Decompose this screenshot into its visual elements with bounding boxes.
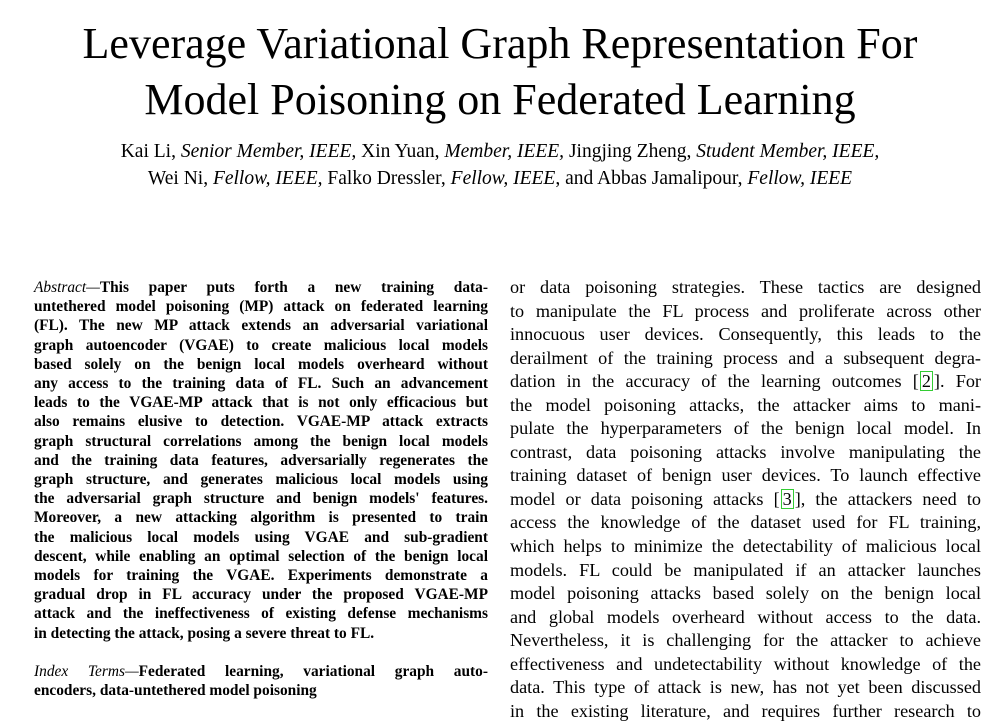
abstract-line: the adversarial graph structure and benign models' features. [34,490,488,508]
body-line: model poisoning attacks based solely on the benign local [510,583,981,604]
body-line: pulate the hyperparameters of the benign local model. In [510,418,981,439]
abstract-line: gradual drop in FL accuracy under the proposed VGAE-MP [34,586,488,604]
index-terms [34,662,488,700]
author-affiliation: Student Member, IEEE, [696,141,880,162]
abstract-column [34,278,488,700]
body-line: effectiveness and undetectability without knowledge of the [510,653,981,674]
abstract-label: Abstract— [34,279,100,296]
citation-link[interactable]: 3 [782,488,792,509]
index-terms-line: encoders, data-untethered model poisoning [34,682,317,700]
author-name: Kai Li, [120,141,176,162]
body-line: Nevertheless, it is challenging for the attacker to achieve [510,630,981,651]
body-line: innocuous user devices. Consequently, this leads to the [510,324,981,345]
abstract [34,278,488,643]
abstract-line: attack and the ineffectiveness of existing defense mechanisms [34,605,488,623]
body-line: derailment of the training process and a subsequent degra- [510,347,981,368]
author-affiliation: Member, IEEE, [444,141,565,162]
author-name: Jingjing Zheng, [568,141,692,162]
abstract-line: graph structural correlations among the benign local models [34,432,488,450]
abstract-line: Abstract—This paper puts forth a new training data- [34,279,488,296]
title-line-2: Model Poisoning on Federated Learning [144,75,856,124]
citation-link[interactable]: 2 [921,371,931,392]
author-list [0,138,1000,192]
paper-title [0,16,1000,128]
abstract-line: also remains elusive to detection. VGAE-MP attack extracts [34,413,488,431]
body-line: dation in the accuracy of the learning outcomes [ 2 ]. For [510,371,981,392]
body-line: contrast, data poisoning attacks involve manipulating the [510,441,981,462]
abstract-line: Moreover, a new attacking algorithm is presented to train [34,509,488,527]
abstract-line: graph autoencoder (VGAE) to create malicious local models [34,336,488,354]
abstract-line: descent, while enabling an optimal selection of the benign local [34,547,488,565]
index-terms-line: Index Terms—Federated learning, variational graph auto- [34,662,488,680]
body-paragraph [510,276,981,723]
body-line: models. FL could be manipulated if an attacker launches [510,559,981,580]
body-line: which helps to minimize the detectability of malicious local [510,536,981,557]
author-name: Xin Yuan, [361,141,440,162]
body-line: to manipulate the FL process and proliferate across other [510,300,981,321]
abstract-line: the malicious local models using VGAE and sub-gradient [34,528,488,546]
author-name: Wei Ni, [147,168,209,189]
body-line: and global models overheard without access to the data. [510,606,981,627]
author-affiliation: Senior Member, IEEE, [180,141,357,162]
author-name: , and Abbas Jamalipour, [555,168,743,189]
body-line: the model poisoning attacks, the attacker aims to mani- [510,394,981,415]
author-affiliation: Fellow, IEEE [747,168,853,189]
abstract-line: models for training the VGAE. Experiments demonstrate a [34,567,488,585]
body-line: training dataset of benign user devices. To launch effective [510,465,981,486]
author-affiliation: Fellow, IEEE [450,168,556,189]
author-name: Falko Dressler, [327,168,446,189]
body-line: model or data poisoning attacks [ 3 ], the attackers need to [510,488,981,509]
abstract-line: leads to the VGAE-MP attack that is not only efficacious but [34,394,488,412]
abstract-line: (FL). The new MP attack extends an adversarial variational [34,317,488,335]
author-affiliation: Fellow, IEEE, [212,168,323,189]
abstract-line: graph structure, and generates malicious local models using [34,471,488,489]
body-column [510,276,981,723]
index-terms-label: Index Terms— [34,662,139,680]
body-line: access the knowledge of the dataset used for FL training, [510,512,981,533]
abstract-line: based solely on the benign local models overheard without [34,355,488,373]
abstract-line: untethered model poisoning (MP) attack on federated learning [34,298,488,316]
abstract-line: in detecting the attack, posing a severe threat to FL. [34,624,375,642]
body-line: or data poisoning strategies. These tactics are designed [510,277,981,297]
author-line-1 [0,138,1000,165]
abstract-line: any access to the training data of FL. Such an advancement [34,375,488,393]
author-line-2 [0,165,1000,192]
title-line-1: Leverage Variational Graph Representation For [82,19,918,68]
abstract-line: and the training data features, adversarially regenerates the [34,451,488,469]
body-line: data. This type of attack is new, has not yet been discussed [510,677,981,698]
body-line: in the existing literature, and requires further research to [510,700,981,721]
